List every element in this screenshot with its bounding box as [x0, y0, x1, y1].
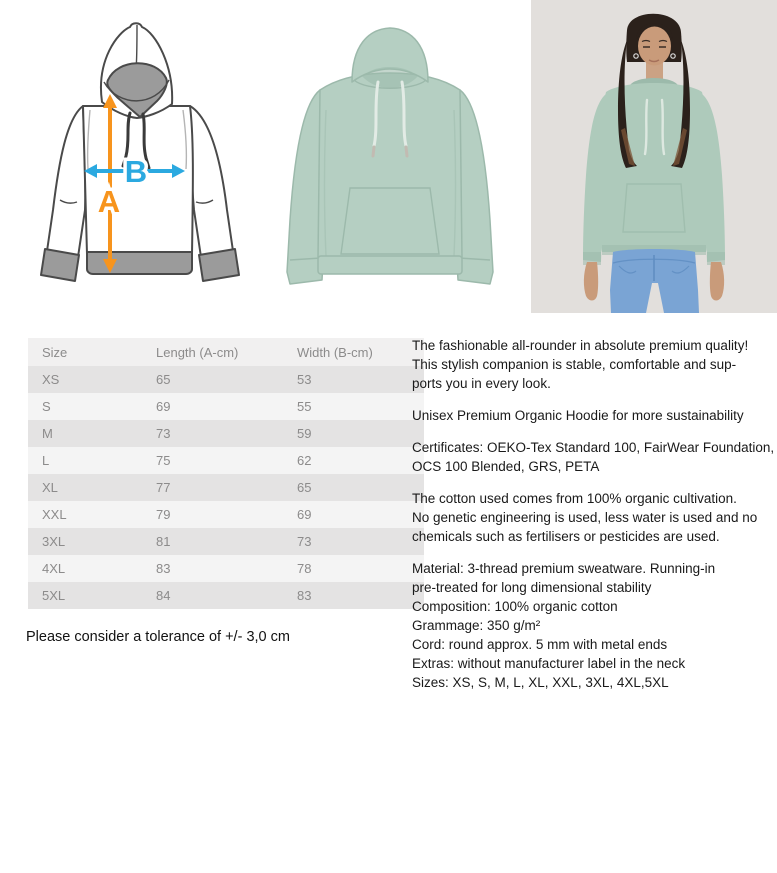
- cell-length: 77: [156, 480, 171, 495]
- arrow-a-label: A: [97, 184, 121, 219]
- product-flat-image: [266, 10, 514, 308]
- cell-width: 69: [297, 507, 312, 522]
- column-header-size: Size: [42, 344, 68, 360]
- cell-width: 65: [297, 480, 312, 495]
- cell-length: 81: [156, 534, 171, 549]
- cell-width: 62: [297, 453, 312, 468]
- table-row: [28, 474, 424, 501]
- model-wearing-hoodie: [531, 0, 777, 313]
- table-row: [28, 420, 424, 447]
- cell-size: S: [42, 399, 51, 414]
- column-header-width: Width (B-cm): [297, 344, 373, 360]
- table-header-row: [28, 338, 424, 366]
- description-paragraph: Unisex Premium Organic Hoodie for more sustainability: [412, 408, 744, 423]
- cell-width: 73: [297, 534, 312, 549]
- cell-width: 78: [297, 561, 312, 576]
- cell-length: 73: [156, 426, 171, 441]
- description-paragraph: The fashionable all-rounder in absolute premium quality! This stylish companion is stable, comfortable and sup- ports you in every look.: [412, 338, 749, 391]
- cell-length: 69: [156, 399, 171, 414]
- table-row: [28, 447, 424, 474]
- tolerance-note: Please consider a tolerance of +/- 3,0 cm: [26, 629, 290, 645]
- hoodie-outline: [41, 23, 239, 281]
- cell-size: M: [42, 426, 53, 441]
- table-row: [28, 582, 424, 609]
- description-paragraph: Certificates: OEKO-Tex Standard 100, FairWear Foundation, OCS 100 Blended, GRS, PETA: [412, 440, 775, 474]
- cell-length: 79: [156, 507, 171, 522]
- table-row: [28, 393, 424, 420]
- model-photo-image: [531, 0, 777, 313]
- hoodie-flat: [287, 28, 493, 284]
- table-row: [28, 501, 424, 528]
- size-table-body: [28, 366, 424, 609]
- cell-size: L: [42, 453, 50, 468]
- size-diagram-image: [30, 18, 260, 300]
- cell-width: 83: [297, 588, 312, 603]
- cell-size: XXL: [42, 507, 67, 522]
- cell-length: 75: [156, 453, 171, 468]
- cell-length: 65: [156, 372, 171, 387]
- size-table: [28, 338, 424, 609]
- table-row: [28, 555, 424, 582]
- column-header-length: Length (A-cm): [156, 344, 239, 360]
- description-paragraph: The cotton used comes from 100% organic cultivation. No genetic engineering is used, less water is used and no chemicals such as fertilisers or pesticides are used.: [412, 491, 758, 544]
- cell-size: XL: [42, 480, 58, 495]
- cell-size: 4XL: [42, 561, 66, 576]
- cell-width: 59: [297, 426, 312, 441]
- cell-size: 3XL: [42, 534, 66, 549]
- table-row: [28, 366, 424, 393]
- cell-width: 55: [297, 399, 312, 414]
- arrow-b-label: B: [124, 154, 148, 189]
- table-row: [28, 528, 424, 555]
- description-paragraph: Material: 3-thread premium sweatware. Running-in pre-treated for long dimensional stability Composition: 100% organic cotton Grammage: 350 g/m² Cord: round approx. 5 mm with metal ends Extras: without manufacturer label in the neck Sizes: XS, S, M, L, XL, XXL, 3XL, 4XL,5XL: [412, 561, 716, 690]
- cell-length: 84: [156, 588, 171, 603]
- hoodie-measurement-diagram: [30, 18, 260, 300]
- cell-length: 83: [156, 561, 171, 576]
- cell-size: 5XL: [42, 588, 66, 603]
- cell-size: XS: [42, 372, 60, 387]
- product-description: [412, 336, 777, 705]
- hoodie-flat-illustration: [266, 10, 514, 308]
- cell-width: 53: [297, 372, 312, 387]
